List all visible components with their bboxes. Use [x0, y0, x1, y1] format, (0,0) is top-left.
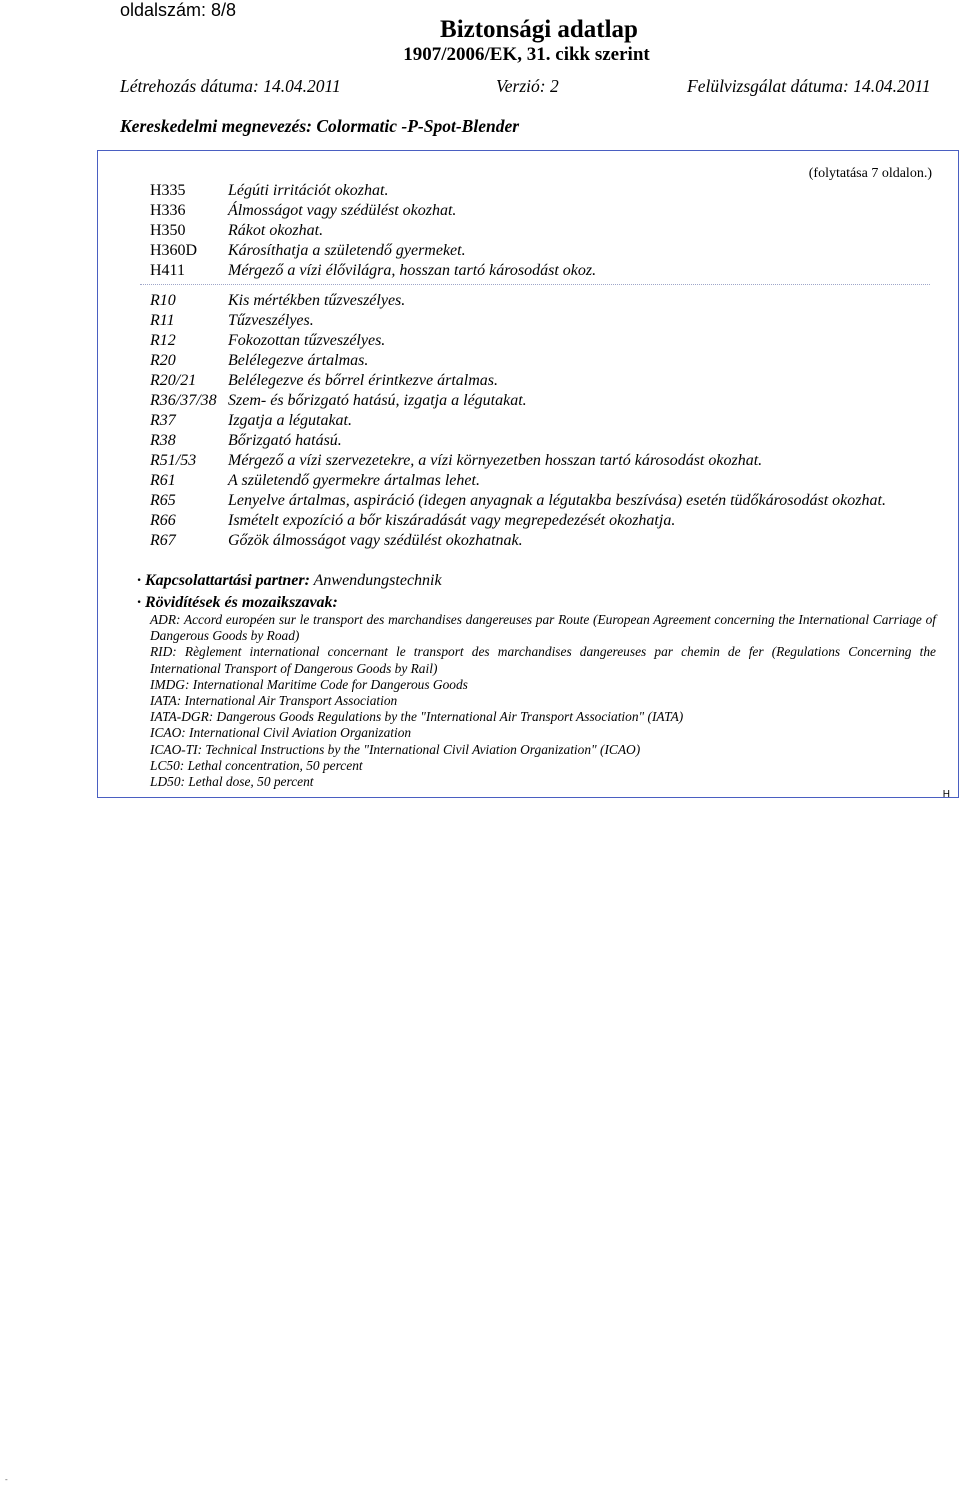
r-text: Mérgező a vízi szervezetekre, a vízi környezetben hosszan tartó károsodást okozhat.	[228, 452, 763, 469]
r-phrase	[150, 531, 960, 551]
h-statement-list	[150, 181, 596, 281]
document-title: Biztonsági adatlap	[440, 16, 638, 43]
abbreviation-item: ICAO-TI: Technical Instructions by the "International Civil Aviation Organization" (ICAO)	[150, 741, 641, 757]
abbreviation-item: IATA: International Air Transport Association	[150, 693, 398, 709]
r-code: R65	[150, 492, 176, 509]
r-code: R36/37/38	[150, 392, 217, 409]
h-statement	[150, 261, 596, 281]
r-text: Szem- és bőrizgató hatású, izgatja a légutakat.	[228, 392, 527, 409]
r-phrase	[150, 451, 960, 471]
h-text: Rákot okozhat.	[228, 222, 324, 239]
corner-mark: -	[5, 1475, 8, 1484]
footer-mark: H	[942, 789, 950, 800]
h-text: Légúti irritációt okozhat.	[228, 182, 389, 199]
r-code: R66	[150, 512, 176, 529]
trade-name: Kereskedelmi megnevezés: Colormatic -P-Spot-Blender	[120, 116, 520, 136]
r-code: R61	[150, 472, 176, 489]
r-text: Izgatja a légutakat.	[228, 412, 352, 429]
h-code: H336	[150, 202, 186, 219]
creation-date: Létrehozás dátuma: 14.04.2011	[120, 76, 341, 96]
h-statement	[150, 241, 596, 261]
abbreviation-item: RID: Règlement international concernant le transport des marchandises dangereuses par chemin de fer (Regulations Concerning the International Transport of Dangerous Goods by Rail)	[150, 644, 936, 676]
r-phrase	[150, 291, 960, 311]
r-text: Fokozottan tűzveszélyes.	[228, 332, 386, 349]
abbreviation-item: LC50: Lethal concentration, 50 percent	[150, 757, 363, 773]
page-number: oldalszám: 8/8	[120, 0, 237, 20]
h-text: Álmosságot vagy szédülést okozhat.	[228, 202, 457, 219]
r-text: Tűzveszélyes.	[228, 312, 314, 329]
r-code: R20	[150, 352, 176, 369]
h-code: H411	[150, 262, 185, 279]
r-phrase	[150, 391, 960, 411]
r-phrase	[150, 511, 960, 531]
r-phrase-list	[150, 291, 960, 551]
r-text: Ismételt expozíció a bőr kiszáradását vagy megrepedezését okozhatja.	[228, 512, 676, 529]
h-text: Mérgező a vízi élővilágra, hosszan tartó károsodást okoz.	[228, 262, 597, 279]
version: Verzió: 2	[496, 76, 559, 96]
r-phrase	[150, 311, 960, 331]
abbreviation-item: ICAO: International Civil Aviation Organization	[150, 725, 412, 741]
abbreviation-item: ADR: Accord européen sur le transport des marchandises dangereuses par Route (European Agreement concerning the International Carriage of Dangerous Goods by Road)	[150, 612, 936, 644]
r-code: R20/21	[150, 372, 197, 389]
r-code: R67	[150, 532, 176, 549]
contact-partner	[137, 572, 442, 590]
r-text: A születendő gyermekre ártalmas lehet.	[228, 472, 480, 489]
revision-date: Felülvizsgálat dátuma: 14.04.2011	[687, 76, 931, 96]
h-code: H360D	[150, 242, 198, 259]
h-statement	[150, 201, 596, 221]
r-phrase	[150, 491, 960, 511]
r-text: Gőzök álmosságot vagy szédülést okozhatnak.	[228, 532, 523, 549]
contact-label: · Kapcsolattartási partner:	[137, 572, 310, 589]
h-code: H350	[150, 222, 186, 239]
r-text: Belélegezve és bőrrel érintkezve ártalmas.	[228, 372, 498, 389]
h-statement	[150, 181, 596, 201]
abbreviations-heading: · Rövidítések és mozaikszavak:	[137, 594, 338, 611]
r-text: Kis mértékben tűzveszélyes.	[228, 292, 406, 309]
r-text: Belélegezve ártalmas.	[228, 352, 369, 369]
abbreviation-item: IATA-DGR: Dangerous Goods Regulations by the "International Air Transport Association" (IATA)	[150, 709, 684, 725]
r-code: R37	[150, 412, 176, 429]
r-code: R51/53	[150, 452, 197, 469]
continued-note: (folytatása 7 oldalon.)	[808, 166, 932, 181]
h-code: H335	[150, 182, 186, 199]
r-phrase	[150, 351, 960, 371]
r-phrase	[150, 371, 960, 391]
r-code: R10	[150, 292, 176, 309]
r-phrase	[150, 411, 960, 431]
r-phrase	[150, 471, 960, 491]
r-code: R38	[150, 432, 176, 449]
abbreviation-item: IMDG: International Maritime Code for Dangerous Goods	[150, 676, 468, 692]
abbreviation-item: LD50: Lethal dose, 50 percent	[150, 774, 314, 790]
r-phrase	[150, 331, 960, 351]
h-statement	[150, 221, 596, 241]
r-text: Lenyelve ártalmas, aspiráció (idegen anyagnak a légutakba beszívása) esetén tüdőkárosodást okozhat.	[228, 492, 886, 509]
h-text: Károsíthatja a születendő gyermeket.	[228, 242, 466, 259]
r-code: R12	[150, 332, 176, 349]
section-divider	[140, 284, 930, 285]
document-subtitle: 1907/2006/EK, 31. cikk szerint	[403, 44, 650, 65]
contact-value: Anwendungstechnik	[313, 572, 442, 589]
r-code: R11	[150, 312, 175, 329]
abbreviations-list	[150, 612, 936, 790]
r-phrase	[150, 431, 960, 451]
r-text: Bőrizgató hatású.	[228, 432, 342, 449]
